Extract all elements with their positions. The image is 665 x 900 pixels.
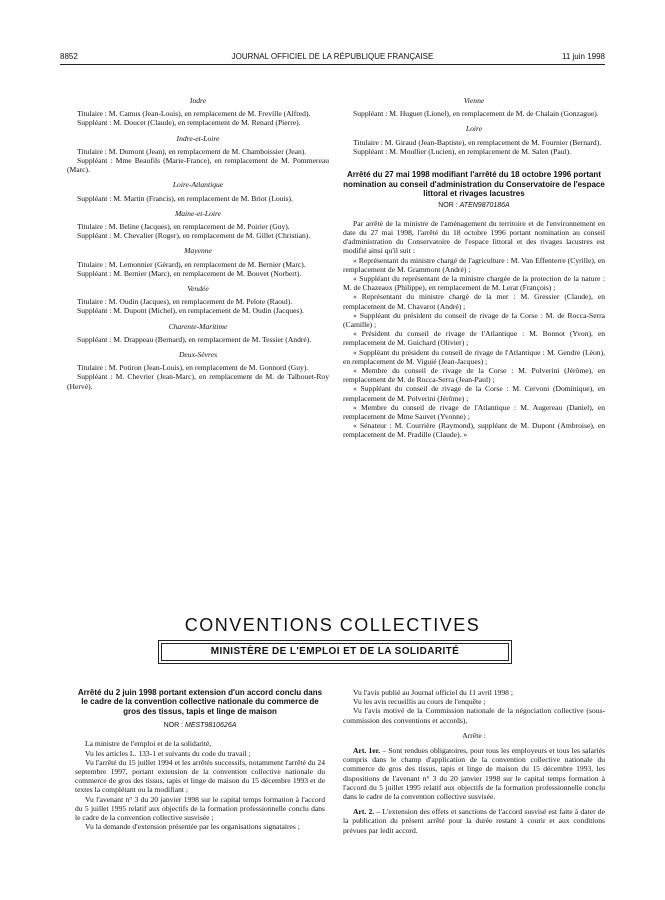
section-heading: CONVENTIONS COLLECTIVES (184, 615, 481, 635)
nomination-line: Titulaire : M. Giraud (Jean-Baptiste), en remplacement de M. Fournier (Bernard). (353, 137, 602, 147)
nomination-line: Titulaire : M. Potiron (Jean-Louis), en remplacement de M. Gonnord (Guy). (77, 363, 309, 373)
paragraph: Vu l'avis publié au Journal officiel du 11 avril 1998 ; (353, 688, 513, 697)
section-vendee (67, 284, 329, 316)
paragraph: Vu la demande d'extension présentée par les organisations signataires ; (85, 822, 300, 832)
section-title: Deux-Sèvres (178, 350, 218, 360)
nomination-line: Titulaire : M. Lemonnier (Gérard), en remplacement de M. Bernier (Marc). (77, 259, 306, 269)
section-title: Charente-Maritime (168, 321, 228, 331)
paragraph: Par arrêté de la ministre de l'aménagement du territoire et de l'environnement en date du 27 mai 1998, l'arrêté du 18 octobre 1996 portant nomination au conseil d'administration du Conservatoire de l'espace littoral et des rivages lacustres est modifié ainsi qu'il suit : (343, 218, 605, 256)
nomination-line: Suppléant : M. Bernier (Marc), en remplacement de M. Bouvet (Norbert). (77, 268, 302, 278)
section-mayenne (67, 246, 329, 278)
section-indre-et-loire (67, 134, 329, 175)
section-charente-maritime (67, 322, 329, 344)
nomination-line: Suppléant : M. Drappeau (Bernard), en remplacement de M. Tessier (André). (77, 334, 312, 344)
header-rule (60, 64, 605, 65)
article-label: Art. 2. (353, 807, 375, 817)
page-number: 8852 (60, 52, 78, 61)
paragraph: « Suppléant du conseil de rivage de la Corse : M. Cervoni (Dominique), en remplacement de M. Polverini (Jérôme) ; (343, 384, 605, 403)
article-2 (343, 807, 605, 835)
article-1 (343, 746, 605, 801)
bottom-left-column (75, 688, 325, 831)
section-deux-sevres (67, 350, 329, 391)
nomination-line: Titulaire : M. Beline (Jacques), en remplacement de M. Poirier (Guy). (77, 222, 290, 232)
right-column (343, 96, 605, 440)
section-title: Vendée (187, 284, 209, 294)
paragraph: Vu l'avis motivé de la Commission nationale de la négociation collective (sous-commission des conventions et accords), (343, 706, 605, 725)
nomination-line: Suppléant : M. Huguet (Lionel), en remplacement de M. de Chalain (Gonzague). (353, 109, 599, 119)
nor-reference (343, 201, 605, 210)
nor-code: MEST9810626A (185, 722, 237, 730)
paragraph: « Représentant du ministre chargé de l'agriculture : M. Van Effenterre (Cyrille), en remplacement de M. Grammont (André) ; (343, 255, 605, 274)
paragraph: Vu les articles L. 133-1 et suivants du code du travail ; (85, 748, 251, 758)
section-title: Vienne (463, 96, 485, 105)
nomination-line: Suppléant : M. Martin (Francis), en remplacement de M. Briot (Louis). (77, 193, 293, 203)
paragraph: La ministre de l'emploi et de la solidarité, (85, 739, 212, 749)
section-indre (67, 96, 329, 128)
arrete-title: Arrêté du 2 juin 1998 portant extension d'un accord conclu dans le cadre de la convention collective nationale du commerce de gros des tissus, tapis et linge de maison (77, 688, 323, 716)
nomination-line: Suppléant : M. Doucet (Claude), en remplacement de M. Renard (Pierre). (77, 118, 301, 128)
paragraph: « Suppléant du représentant de la ministre chargée de la protection de la nature : M. de Chazeaux (Philippe), en remplacement de M. Lerat (François) ; (343, 273, 605, 293)
paragraph: « Président du conseil de rivage de l'Atlantique : M. Bonnot (Yvon), en remplacement de M. Guichard (Olivier) ; (343, 329, 605, 348)
paragraph: « Suppléant du président du conseil de rivage de la Corse : M. de Rocca-Serra (Camille) ; (343, 310, 605, 329)
nor-label: NOR : (163, 722, 184, 730)
section-title: Indre-et-Loire (176, 133, 220, 143)
section-title: Loire-Atlantique (172, 180, 224, 190)
paragraph: « Suppléant du président du conseil de rivage de l'Atlantique : M. Gendre (Léon), en remplacement de M. Viguié (Jean-Jacques) ; (343, 347, 605, 366)
paragraph: Vu les avis recueillis au cours de l'enquête ; (353, 697, 486, 707)
section-title: Mayenne (184, 246, 212, 256)
bottom-right-column (343, 688, 605, 835)
nor-label: NOR : (438, 201, 458, 209)
paragraph: « Représentant du ministre chargé de la mer : M. Gressier (Claude), en remplacement de M. Chavarot (André) ; (343, 292, 605, 311)
ministry-box (158, 640, 512, 664)
arrete-word: Arrête : (462, 730, 486, 740)
nomination-line: Titulaire : M. Oudin (Jacques), en remplacement de M. Pelote (Raoul). (77, 297, 293, 307)
section-loire (343, 124, 605, 156)
section-loire-atlantique (67, 180, 329, 202)
paragraph: « Membre du conseil de rivage de la Corse : M. Polverini (Jérôme), en remplacement de M. de Rocca-Serra (Jean-Paul) ; (343, 365, 605, 385)
section-vienne (343, 96, 605, 118)
paragraph: « Membre du conseil de rivage de l'Atlantique : M. Augereau (Daniel), en remplacement de Mme Sauvet (Yvonne) ; (343, 402, 605, 421)
section-title: Loire (465, 124, 483, 134)
nor-code: ATEN9870186A (459, 201, 510, 209)
article-label: Art. 1er. (353, 746, 381, 756)
issue-date: 11 juin 1998 (562, 52, 605, 61)
arrete-body (343, 219, 605, 440)
paragraph: Vu l'avenant n° 3 du 20 janvier 1998 sur le capital temps formation à l'accord du 5 juillet 1995 relatif aux objectifs de la formation professionnelle conclu dans le cadre de la convention collective susvisée ; (75, 794, 325, 823)
page-header (60, 52, 605, 64)
paragraph: « Sénateur : M. Courrière (Raymond), suppléant de M. Dupont (Ambroise), en remplacement de M. Pradille (Claude). » (343, 421, 605, 440)
nomination-line: Suppléant : M. Dupont (Michel), en remplacement de M. Oudin (Jacques). (77, 306, 304, 316)
paragraph: Vu l'arrêté du 15 juillet 1994 et les arrêtés successifs, notamment l'arrêté du 24 septembre 1997, portant extension de la convention collective nationale du commerce de gros des tissus, tapis et linge de maison du 15 décembre 1993 et de textes la complétant ou la modifiant ; (75, 757, 325, 795)
section-title: Indre (189, 96, 207, 105)
journal-title: JOURNAL OFFICIEL DE LA RÉPUBLIQUE FRANÇAISE (231, 52, 434, 61)
section-title: Maine-et-Loire (174, 208, 222, 218)
nomination-line: Suppléant : M. Chevalier (Roger), en remplacement de M. Gillet (Christian). (77, 231, 311, 241)
nomination-line: Titulaire : M. Dumont (Jean), en remplacement de M. Chamboissier (Jean). (77, 146, 307, 156)
ministry-name: MINISTÈRE DE L'EMPLOI ET DE LA SOLIDARITÉ (161, 643, 509, 661)
nomination-line: Titulaire : M. Camus (Jean-Louis), en remplacement de M. Freville (Alfred). (77, 109, 311, 119)
article-text: – Sont rendues obligatoires, pour tous les employeurs et tous les salariés compris dans le champ d'application de la convention collective nationale du commerce de gros des tissus, tapis et linge de maison du 15 décembre 1993, les dispositions de l'avenant n° 3 du 20 janvier 1998 sur le capital temps formation à l'accord du 5 juillet 1995 relatif aux objectifs de la formation professionnelle conclu dans le cadre de la convention collective susvisée. (343, 746, 606, 802)
nor-reference (75, 721, 325, 730)
nomination-line: Suppléant : M. Moullier (Lucien), en remplacement de M. Salen (Paul). (353, 146, 572, 156)
article-text: – L'extension des effets et sanctions de l'accord susvisé est faite à dater de la publication du présent arrêté pour la durée restant à courir et aux conditions prévues par ledit accord. (343, 807, 605, 835)
nomination-line: Suppléant : M. Chevrier (Jean-Marc), en remplacement de M. de Talhouet-Roy (Hervé). (67, 372, 329, 391)
arrete-title: Arrêté du 27 mai 1998 modifiant l'arrêté du 18 octobre 1996 portant nomination au conseil d'administration du Conservatoire de l'espace littoral et rivages lacustres (343, 170, 605, 199)
section-maine-et-loire (67, 209, 329, 241)
left-column (67, 96, 329, 391)
nomination-line: Suppléant : Mme Beaufils (Marie-France), en remplacement de M. Pommereau (Marc). (67, 156, 329, 175)
